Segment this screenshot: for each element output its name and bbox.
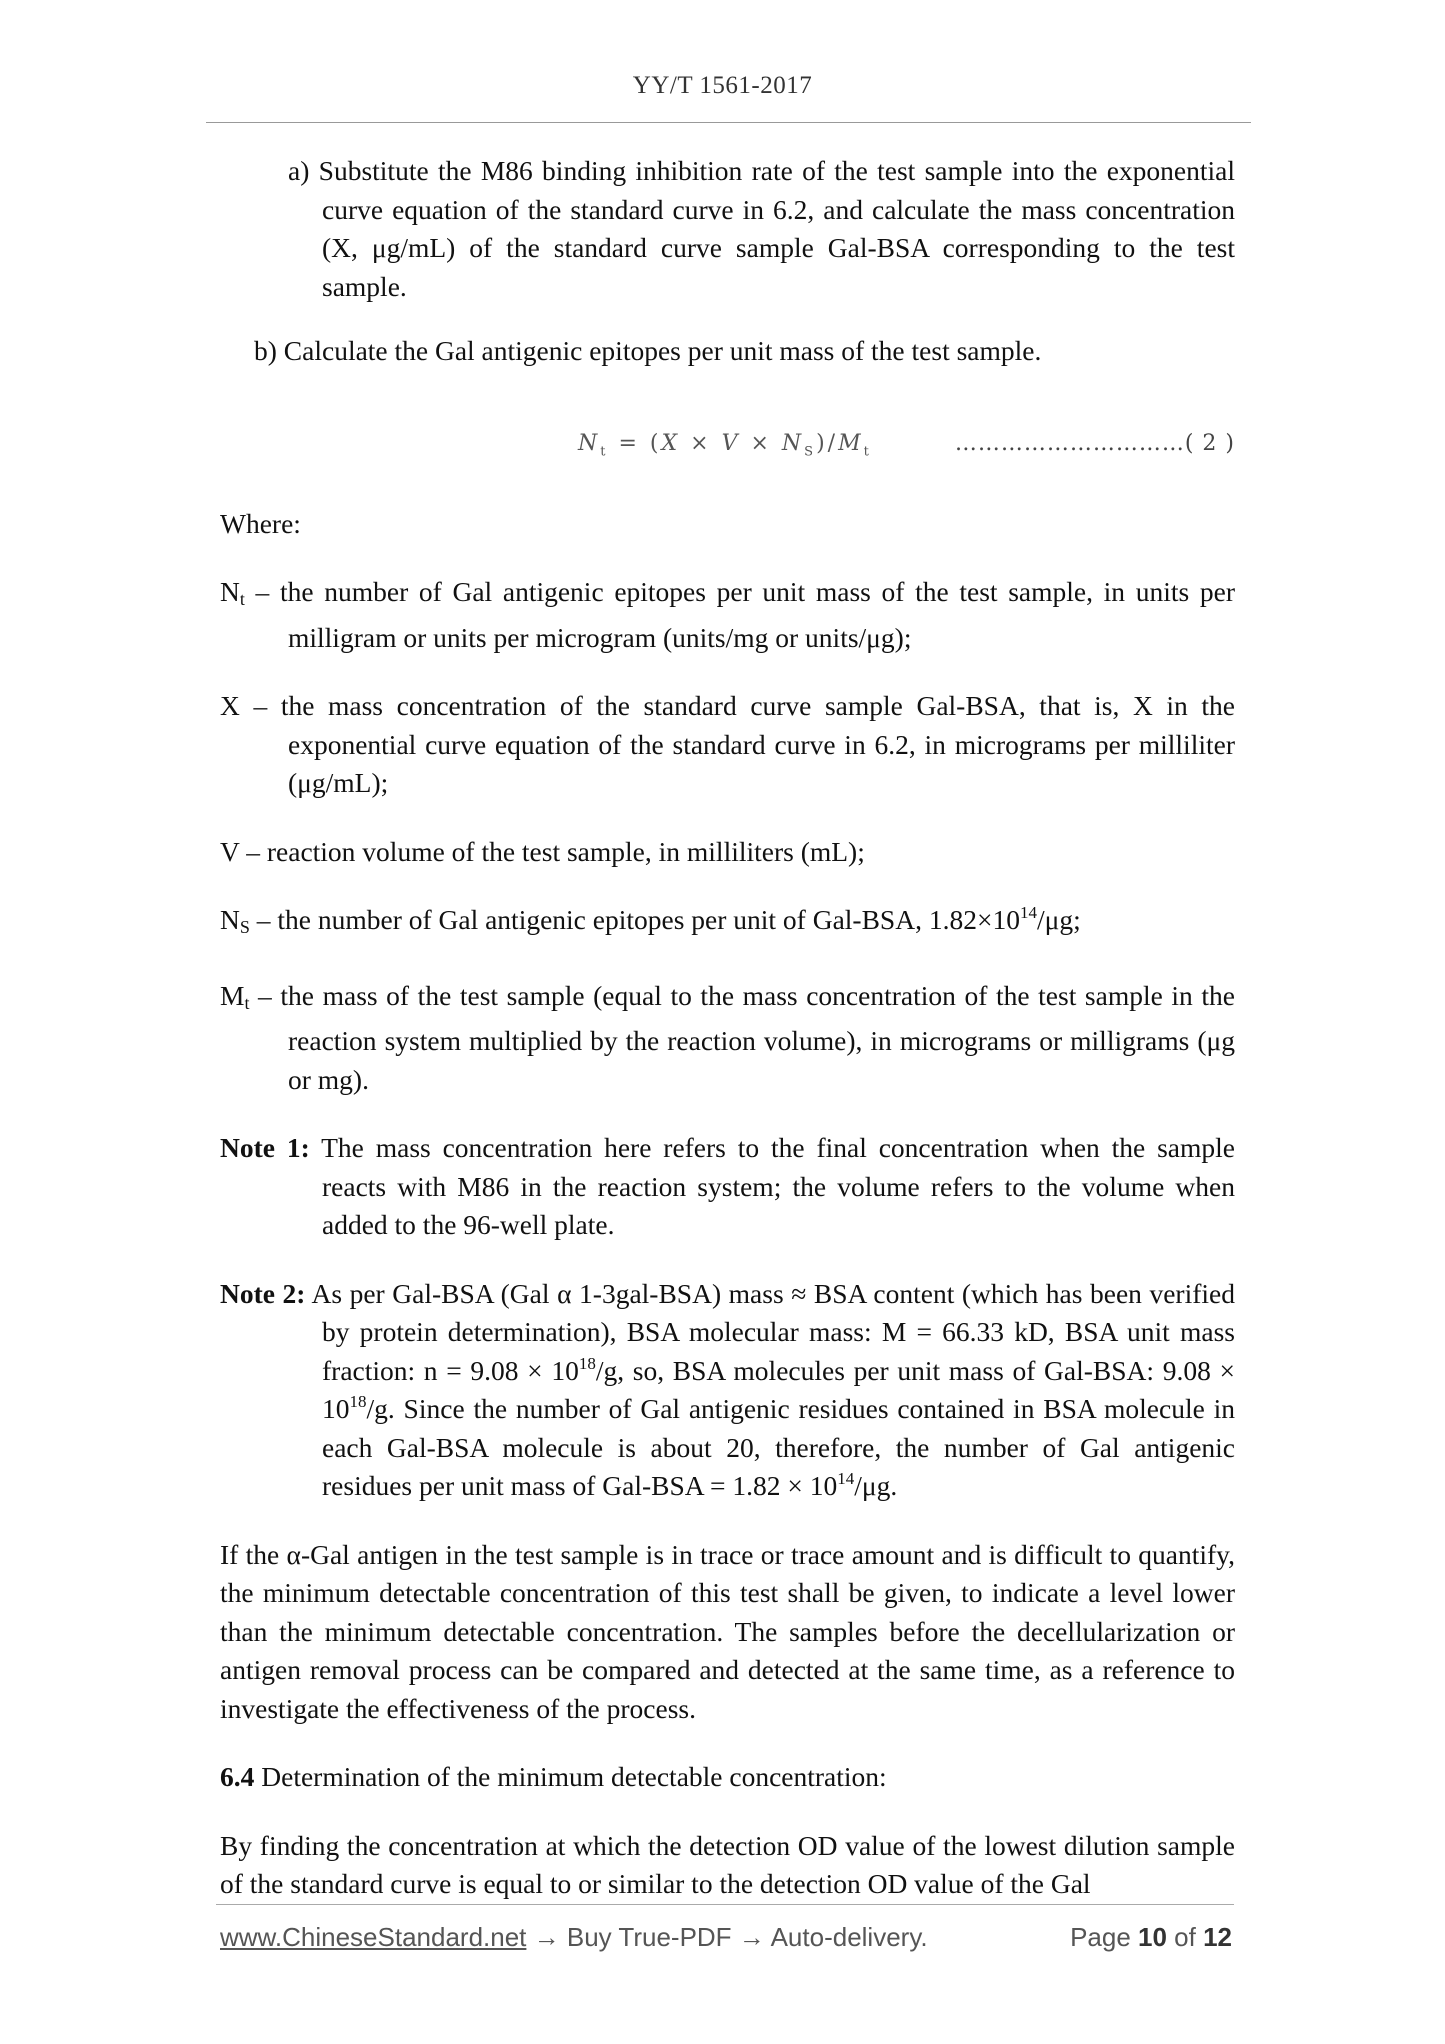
page-header: YY/T 1561-2017 xyxy=(632,72,813,99)
item-a-label: a) xyxy=(288,155,310,186)
auto-delivery-text: Auto-delivery. xyxy=(770,1922,928,1952)
website-link[interactable]: www.ChineseStandard.net xyxy=(220,1922,527,1952)
equation-number: …………………………( 2 ) xyxy=(954,430,1235,456)
note-2-label: Note 2: xyxy=(220,1277,306,1309)
note-1-label: Note 1: xyxy=(220,1132,310,1163)
arrow-right-icon: → xyxy=(526,1922,567,1952)
definition-v: V – reaction volume of the test sample, in milliliters (mL); xyxy=(220,835,865,867)
current-page: 10 xyxy=(1138,1922,1167,1952)
equation-formula: $N_t = (X \times V \times N_S)/M_t$ xyxy=(578,430,872,459)
definition-ns: $N_S$ – the number of Gal antigenic epitopes per unit of Gal-BSA, $1.82\times 10^{14}/\mu g$; xyxy=(220,903,1081,937)
list-item-b xyxy=(254,332,1235,371)
list-item-a xyxy=(254,152,1235,306)
note-2: Note 2: As per Gal-BSA (Gal α 1-3gal-BSA) mass ≈ BSA content (which has been verified by protein determination), BSA molecular mass: M = 66.33 kD, BSA unit mass fraction: $n = 9.08 \times 10^{18}/g$, so, BSA molecules per unit mass of Gal-BSA: $9.08 \times 10^{18}/g$. Since the number of Gal antigenic residues contained in BSA molecule in each Gal-BSA molecule is about 20, therefore, the number of Gal antigenic residues per unit mass of $Gal-BSA = 1.82 \times 10^{14}/\mu g$. xyxy=(220,1277,1235,1501)
page-indicator: Page 10 of 12 xyxy=(1070,1922,1232,1952)
item-a-text: Substitute the M86 binding inhibition rate of the test sample into the exponential curve equation of the standard curve in 6.2, and calculate the mass concentration (X, μg/mL) of the standard curve sample Gal-BSA corresponding to the test sample. xyxy=(318,155,1235,302)
buy-true-pdf-text: Buy True-PDF xyxy=(566,1922,732,1952)
total-pages: 12 xyxy=(1203,1922,1232,1952)
item-b-text: Calculate the Gal antigenic epitopes per unit mass of the test sample. xyxy=(283,335,1042,366)
definition-mt: $M_t$ – the mass of the test sample (equal to the mass concentration of the test sample in the reaction system multiplied by the reaction volume), in micrograms or milligrams (μg or mg). xyxy=(220,979,1235,1095)
footer-divider xyxy=(216,1904,1234,1905)
document-body xyxy=(220,152,1235,1934)
paragraph-min-detectable: By finding the concentration at which the detection OD value of the lowest dilution sample of the standard curve is equal to or similar to the detection OD value of the Gal xyxy=(220,1829,1235,1899)
definition-x: X – the mass concentration of the standard curve sample Gal-BSA, that is, X in the exponential curve equation of the standard curve in 6.2, in micrograms per milliliter (μg/mL); xyxy=(220,690,1235,798)
section-6-4-heading: 6.4 Determination of the minimum detectable concentration: xyxy=(220,1761,887,1792)
arrow-right-icon: → xyxy=(731,1922,771,1952)
section-number: 6.4 xyxy=(220,1761,255,1792)
header-divider xyxy=(206,122,1251,123)
definition-nt: $N_t$ – the number of Gal antigenic epitopes per unit mass of the test sample, in units per milligram or units per microgram (units/mg or units/μg); xyxy=(220,576,1235,653)
note-1: Note 1: The mass concentration here refers to the final concentration when the sample reacts with M86 in the reaction system; the volume refers to the volume when added to the 96-well plate. xyxy=(220,1132,1235,1240)
page-footer xyxy=(220,1922,1232,1953)
where-label: Where: xyxy=(220,507,301,539)
paragraph-trace-amount: If the α-Gal antigen in the test sample is in trace or trace amount and is difficult to quantify, the minimum detectable concentration of this test shall be given, to indicate a level lower than the minimum detectable concentration. The samples before the decellularization or antigen removal process can be compared and detected at the same time, as a reference to investigate the effectiveness of the process. xyxy=(220,1538,1235,1724)
item-b-label: b) xyxy=(254,335,277,366)
equation-2 xyxy=(220,425,1235,465)
